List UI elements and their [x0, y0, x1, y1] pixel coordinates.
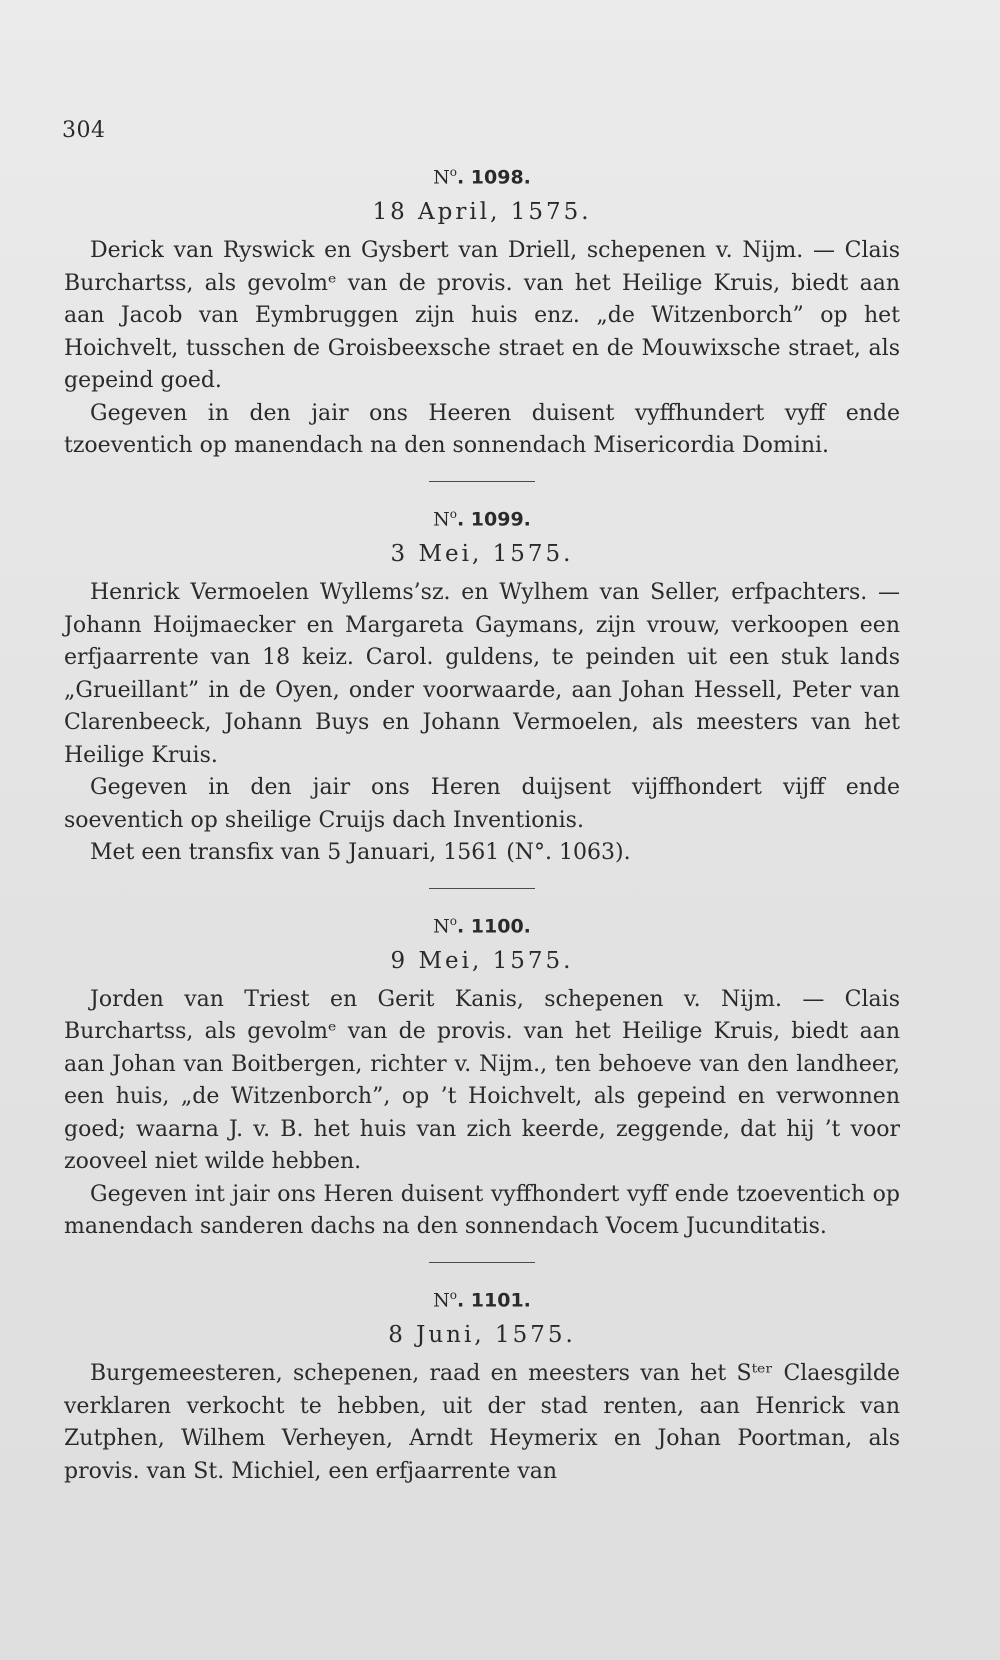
entry-number	[64, 158, 900, 191]
entry-date: 3 Mei, 1575.	[390, 541, 574, 568]
entry-number-value: . 1098.	[456, 166, 531, 189]
section-divider	[429, 1262, 535, 1263]
page-content	[64, 158, 900, 1488]
entry-paragraph: Gegeven int jair ons Heren duisent vyffhondert vyff ende tzoeventich op manendach sanderen dachs na den sonnendach Vocem Jucunditatis.	[64, 1181, 900, 1240]
entry-number-sup: o	[449, 1287, 457, 1302]
entry-number-sup: o	[449, 506, 457, 521]
entry-number-value: . 1101.	[456, 1289, 531, 1312]
entry-1098	[64, 158, 900, 463]
entry-paragraph: Jorden van Triest en Gerit Kanis, schepenen v. Nijm. — Clais Burchartss, als gevolmᵉ van de provis. van het Heilige Kruis, biedt aan aan Johan van Boitbergen, richter v. Nijm., ten behoeve van den landheer, een huis, „de Witzenborch”, op ’t Hoichvelt, als gepeind en verwonnen goed; waarna J. v. B. het huis van zich keerde, zeggende, dat hij ’t voor zooveel niet wilde hebben.	[64, 986, 900, 1175]
entry-number	[64, 500, 900, 533]
entry-number	[64, 1281, 900, 1314]
entry-number-prefix: N	[433, 1289, 450, 1312]
entry-paragraph: Met een transfix van 5 Januari, 1561 (N°. 1063).	[90, 840, 631, 866]
entry-1100	[64, 907, 900, 1244]
entry-number-value: . 1099.	[456, 508, 531, 531]
entry-number-value: . 1100.	[456, 914, 531, 937]
section-divider	[429, 888, 535, 889]
entry-paragraph: Derick van Ryswick en Gysbert van Driell, schepenen v. Nijm. — Clais Burchartss, als gevolmᵉ van de provis. van het Heilige Kruis, biedt aan aan Jacob van Eymbruggen zijn huis enz. „de Witzenborch” op het Hoichvelt, tusschen de Groisbeexsche straet en de Mouwixsche straet, als gepeind goed.	[64, 238, 900, 394]
entry-1101	[64, 1281, 900, 1488]
entry-paragraph: Burgemeesteren, schepenen, raad en meesters van het Sᵗᵉʳ Claesgilde verklaren verkocht te hebben, uit der stad renten, aan Henrick van Zutphen, Wilhem Verheyen, Arndt Heymerix en Johan Poortman, als provis. van St. Michiel, een erfjaarrente van	[64, 1361, 900, 1484]
section-divider	[429, 481, 535, 482]
entry-number-prefix: N	[433, 166, 450, 189]
entry-body	[64, 984, 900, 1244]
entry-body	[64, 577, 900, 870]
entry-paragraph: Henrick Vermoelen Wyllems’sz. en Wylhem van Seller, erfpachters. — Johann Hoijmaecker en Margareta Gaymans, zijn vrouw, verkoopen een erfjaarrente van 18 keiz. Carol. guldens, te peinden uit een stuk lands „Grueillant” in de Oyen, onder voorwaarde, aan Johan Hessell, Peter van Clarenbeeck, Johann Buys en Johann Vermoelen, als meesters van het Heilige Kruis.	[64, 580, 900, 768]
entry-date: 9 Mei, 1575.	[390, 947, 574, 974]
entry-date: 8 Juni, 1575.	[388, 1322, 576, 1349]
entry-number-sup: o	[449, 165, 457, 179]
entry-number-sup: o	[449, 913, 457, 928]
entry-body	[64, 235, 900, 463]
entry-number-prefix: N	[433, 508, 450, 531]
entry-date: 18 April, 1575.	[372, 199, 592, 226]
entry-body	[64, 1358, 900, 1488]
entry-paragraph: Gegeven in den jair ons Heren duijsent vijffhondert vijff ende soeventich op sheilige Cruijs dach Inventionis.	[64, 775, 900, 833]
entry-number	[64, 907, 900, 940]
entry-paragraph: Gegeven in den jair ons Heeren duisent vyffhundert vyff ende tzoeventich op manendach na den sonnendach Misericordia Domini.	[64, 400, 900, 459]
entry-number-prefix: N	[433, 914, 450, 937]
page-number: 304	[62, 118, 106, 143]
entry-1099	[64, 500, 900, 870]
